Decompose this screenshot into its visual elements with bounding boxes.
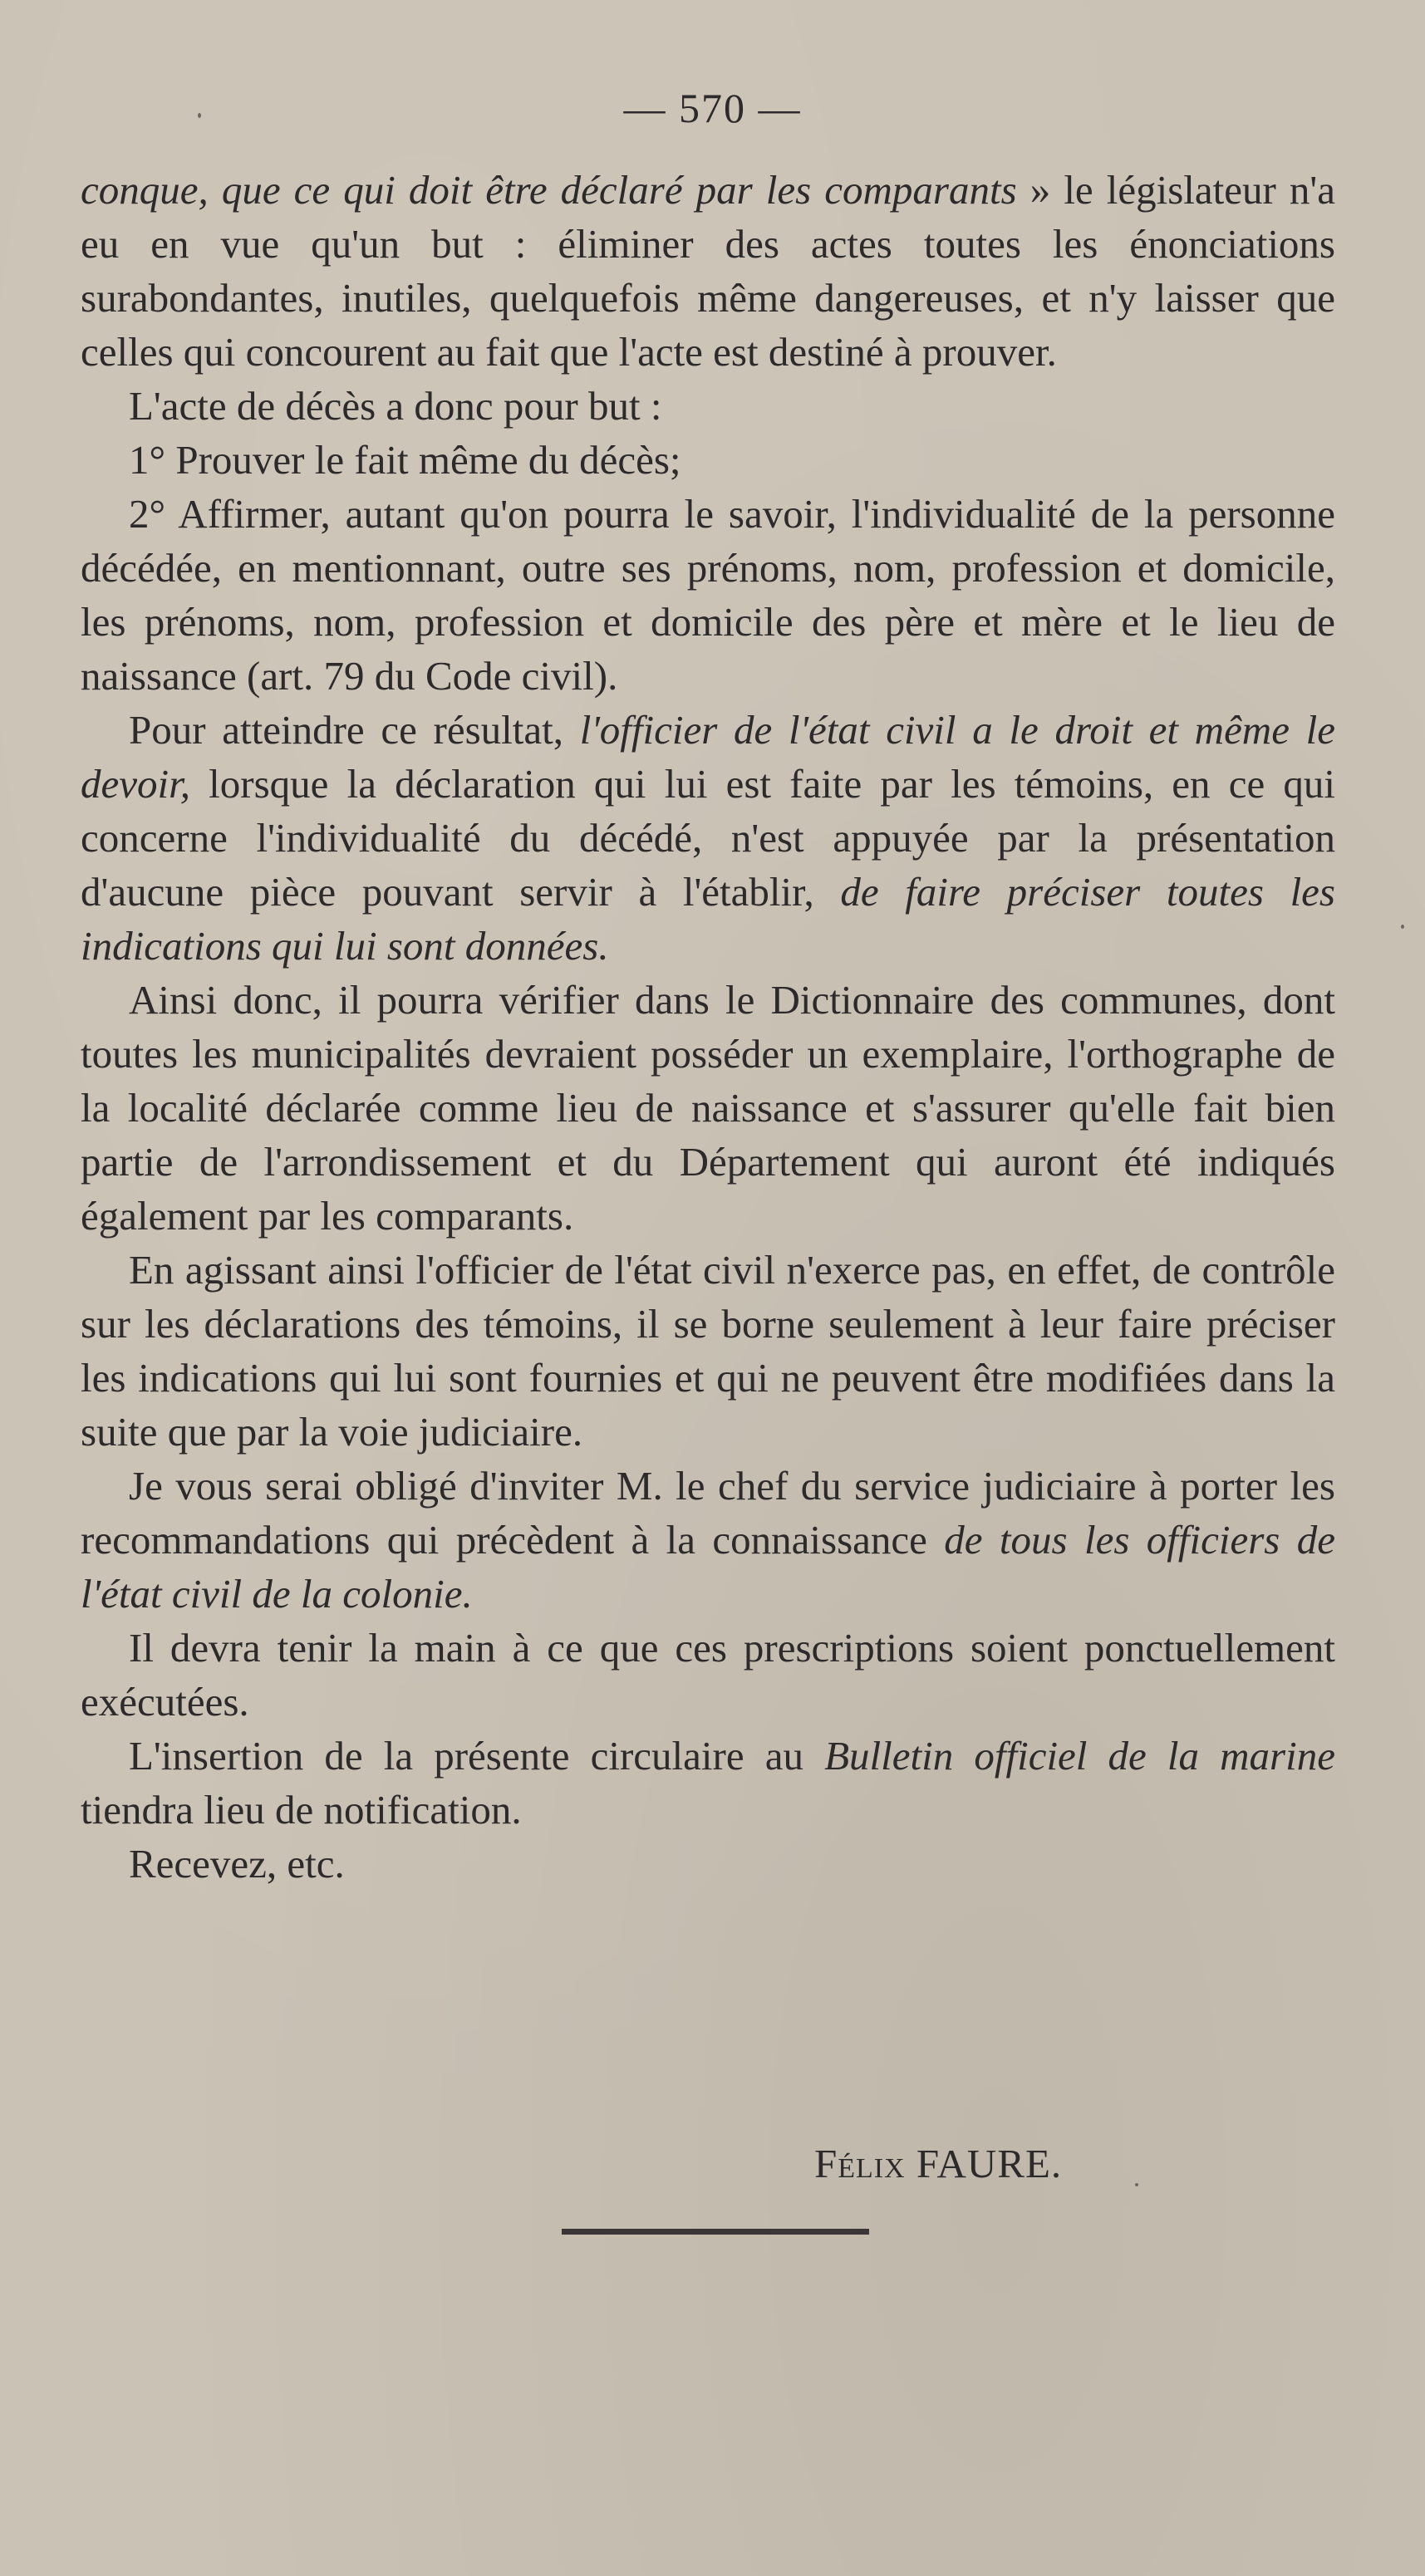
paragraph — [81, 487, 1335, 703]
paragraph — [81, 433, 1335, 487]
page-number: — 570 — — [623, 85, 802, 131]
text-run: » le législateur n'a eu en vue qu'un but : éliminer des actes toutes les énonciations surabondantes, inutiles, quelquefois même dangereuses, et n'y laisser que celles qui concourent au fait que l'acte est destiné à prouver. — [81, 167, 1335, 375]
text-run: Il devra tenir la main à ce que ces prescriptions soient ponctuellement exécutées. — [81, 1625, 1335, 1725]
end-of-document-rule — [562, 2229, 869, 2235]
italic-text: Bulletin officiel de la marine — [824, 1733, 1335, 1779]
text-run: Je vous serai obligé d'inviter M. le chef du service judiciaire à porter les recommandations qui précèdent à la connaissance — [81, 1463, 1335, 1563]
paragraph — [81, 703, 1335, 973]
paragraph — [81, 1729, 1335, 1837]
paragraph — [81, 1621, 1335, 1729]
signature — [814, 2139, 1062, 2189]
text-run: tiendra lieu de notification. — [81, 1787, 522, 1833]
italic-text: l'officier de l'état civil a le droit et même le devoir, — [81, 707, 1335, 807]
text-run: L'acte de décès a donc pour but : — [129, 383, 662, 429]
text-run: Recevez, etc. — [129, 1841, 345, 1887]
scan-speck — [1135, 2183, 1138, 2186]
paragraph — [81, 1459, 1335, 1621]
text-run: 2° Affirmer, autant qu'on pourra le savoir, l'individualité de la personne décédée, en mentionnant, outre ses prénoms, nom, profession et domicile, les prénoms, nom, profession et domicile des père et mère et le lieu de naissance (art. 79 du Code civil). — [81, 491, 1335, 699]
text-run: Pour atteindre ce résultat, — [129, 707, 580, 753]
text-run: Ainsi donc, il pourra vérifier dans le Dictionnaire des communes, dont toutes les municipalités devraient posséder un exemplaire, l'orthographe de la localité déclarée comme lieu de naissance et s'assurer qu'elle fait bien partie de l'arrondissement et du Département qui auront été indiqués également par les comparants. — [81, 977, 1335, 1239]
circular-body-text — [81, 163, 1335, 1891]
paragraph — [81, 973, 1335, 1243]
italic-text: de faire préciser toutes les indications qui lui sont données. — [81, 869, 1335, 969]
signature-first-name: Félix — [814, 2141, 906, 2186]
text-run: lorsque la déclaration qui lui est faite par les témoins, en ce qui concerne l'individualité du décédé, n'est appuyée par la présentation d'aucune pièce pouvant servir à l'établir, — [81, 761, 1335, 915]
paragraph — [81, 379, 1335, 433]
text-run: 1° Prouver le fait même du décès; — [129, 437, 681, 483]
paragraph — [81, 1837, 1335, 1891]
italic-text: de tous les officiers de l'état civil de la colonie. — [81, 1517, 1336, 1617]
scan-speck — [1401, 925, 1404, 929]
text-run: En agissant ainsi l'officier de l'état civil n'exerce pas, en effet, de contrôle sur les déclarations des témoins, il se borne seulement à leur faire préciser les indications qui lui sont fournies et qui ne peuvent être modifiées dans la suite que par la voie judiciaire. — [81, 1247, 1335, 1455]
paragraph — [81, 163, 1335, 379]
text-run: L'insertion de la présente circulaire au — [129, 1733, 825, 1779]
italic-text: conque, que ce qui doit être déclaré par les comparants — [81, 167, 1017, 213]
paragraph — [81, 1243, 1335, 1459]
signature-last-name: FAURE. — [916, 2141, 1063, 2186]
scan-speck — [198, 113, 201, 118]
